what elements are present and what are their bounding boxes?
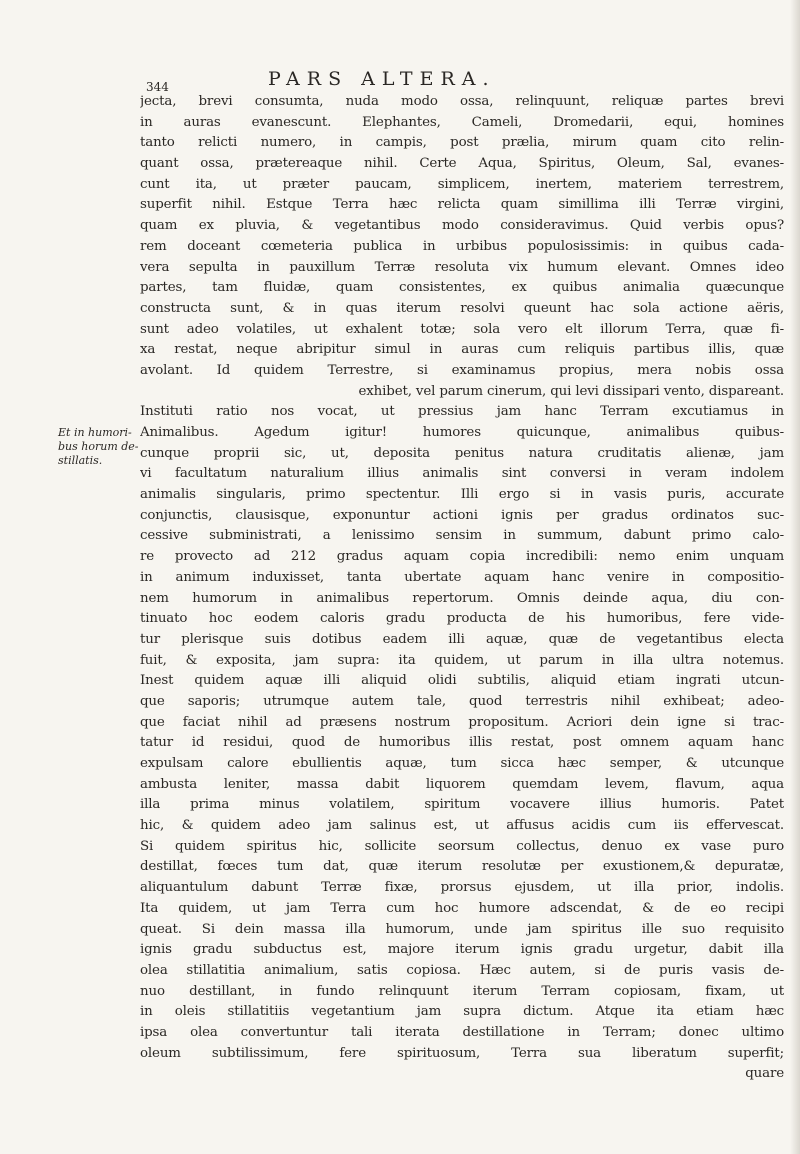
- running-head: PARS ALTERA.: [268, 68, 496, 90]
- text-line: cessive subministrati, a lenissimo sensim in summum, dabunt primo calo-: [140, 528, 784, 544]
- text-line: exhibet, vel parum cinerum, qui levi dissipari vento, dispareant.: [358, 383, 784, 399]
- text-line: hic, & quidem adeo jam salinus est, ut affusus acidis cum iis effervescat.: [140, 818, 784, 834]
- text-line: Si quidem spiritus hic, sollicite seorsum collectus, denuo ex vase puro: [140, 838, 784, 854]
- text-line: in auras evanescunt. Elephantes, Cameli, Dromedarii, equi, homines: [140, 114, 784, 130]
- text-line: Inest quidem aquæ illi aliquid olidi subtilis, aliquid etiam ingrati utcun-: [140, 673, 784, 689]
- text-line: cunt ita, ut præter paucam, simplicem, inertem, materiem terrestrem,: [140, 176, 784, 192]
- text-line: nuo destillant, in fundo relinquunt iterum Terram copiosam, fixam, ut: [140, 983, 784, 999]
- text-line: conjunctis, clausisque, exponuntur actioni ignis per gradus ordinatos suc-: [140, 507, 784, 523]
- text-line: in animum induxisset, tanta ubertate aquam hanc venire in compositio-: [140, 569, 784, 585]
- text-line: vi facultatum naturalium illius animalis sint conversi in veram indolem: [140, 466, 784, 482]
- text-line: constructa sunt, & in quas iterum resolvi queunt hac sola actione aëris,: [140, 300, 784, 316]
- text-line: quam ex pluvia, & vegetantibus modo consideravimus. Quid verbis opus?: [140, 218, 784, 234]
- text-line: ipsa olea convertuntur tali iterata destillatione in Terram; donec ultimo: [140, 1024, 784, 1040]
- text-line: nem humorum in animalibus repertorum. Omnis deinde aqua, diu con-: [140, 590, 784, 606]
- text-line: aliquantulum dabunt Terræ fixæ, prorsus ejusdem, ut illa prior, indolis.: [140, 880, 784, 896]
- text-line: Instituti ratio nos vocat, ut pressius jam hanc Terram excutiamus in: [140, 404, 784, 420]
- text-line: quant ossa, prætereaque nihil. Certe Aqua, Spiritus, Oleum, Sal, evanes-: [140, 156, 784, 172]
- margin-note: [58, 426, 138, 468]
- text-line: Ita quidem, ut jam Terra cum hoc humore adscendat, & de eo recipi: [140, 900, 784, 916]
- text-line: jecta, brevi consumta, nuda modo ossa, relinquunt, reliquæ partes brevi: [140, 94, 784, 109]
- text-line: que saporis; utrumque autem tale, quod terrestris nihil exhibeat; adeo-: [140, 693, 784, 709]
- text-line: ambusta leniter, massa dabit liquorem quemdam levem, flavum, aqua: [140, 776, 784, 792]
- text-line: re provecto ad 212 gradus aquam copia incredibili: nemo enim unquam: [140, 549, 784, 565]
- text-line: cunque proprii sic, ut, deposita penitus natura cruditatis alienæ, jam: [140, 445, 784, 461]
- text-line: Animalibus. Agedum igitur! humores quicunque, animalibus quibus-: [140, 425, 784, 440]
- page-edge-shadow: [790, 0, 800, 1154]
- text-line: tanto relicti numero, in campis, post prælia, mirum quam cito relin-: [140, 135, 784, 151]
- text-line: vera sepulta in pauxillum Terræ resoluta vix humum elevant. Omnes ideo: [140, 259, 784, 275]
- text-line: destillat, fœces tum dat, quæ iterum resolutæ per exustionem,& depuratæ,: [140, 859, 784, 875]
- text-line: olea stillatitia animalium, satis copiosa. Hæc autem, si de puris vasis de-: [140, 962, 784, 978]
- page-number: 344: [146, 80, 169, 94]
- body-text: [140, 92, 784, 1085]
- text-line: tinuato hoc eodem caloris gradu producta de his humoribus, fere vide-: [140, 611, 784, 627]
- text-line: in oleis stillatitiis vegetantium jam supra dictum. Atque ita etiam hæc: [140, 1004, 784, 1020]
- text-line: animalis singularis, primo spectentur. Illi ergo si in vasis puris, accurate: [140, 487, 784, 503]
- text-line: queat. Si dein massa illa humorum, unde jam spiritus ille suo requisito: [140, 921, 784, 937]
- margin-note-line: bus horum de-: [58, 440, 139, 453]
- text-line: que faciat nihil ad præsens nostrum propositum. Acriori dein igne si trac-: [140, 714, 784, 730]
- text-line: fuit, & exposita, jam supra: ita quidem, ut parum in illa ultra notemus.: [140, 652, 784, 668]
- text-line: expulsam calore ebullientis aquæ, tum sicca hæc semper, & utcunque: [140, 756, 784, 771]
- text-line: rem doceant cœmeteria publica in urbibus populosissimis: in quibus cada-: [140, 238, 784, 254]
- margin-note-line: stillatis.: [58, 454, 103, 467]
- text-line: quare: [745, 1066, 784, 1082]
- margin-note-line: Et in humori-: [58, 426, 132, 439]
- text-line: illa prima minus volatilem, spiritum vocavere illius humoris. Patet: [140, 797, 784, 813]
- text-line: ignis gradu subductus est, majore iterum ignis gradu urgetur, dabit illa: [140, 942, 784, 958]
- text-line: oleum subtilissimum, fere spirituosum, Terra sua liberatum superfit;: [140, 1045, 784, 1061]
- text-line: superfit nihil. Estque Terra hæc relicta quam simillima illi Terræ virgini,: [140, 197, 784, 213]
- text-line: sunt adeo volatiles, ut exhalent totæ; sola vero elt illorum Terra, quæ fi-: [140, 321, 784, 337]
- text-line: avolant. Id quidem Terrestre, si examinamus propius, mera nobis ossa: [140, 362, 784, 378]
- text-line: tur plerisque suis dotibus eadem illi aquæ, quæ de vegetantibus electa: [140, 631, 784, 647]
- text-line: partes, tam fluidæ, quam consistentes, ex quibus animalia quæcunque: [140, 280, 784, 296]
- text-line: xa restat, neque abripitur simul in auras cum reliquis partibus illis, quæ: [140, 342, 784, 358]
- text-line: tatur id residui, quod de humoribus illis restat, post omnem aquam hanc: [140, 735, 784, 751]
